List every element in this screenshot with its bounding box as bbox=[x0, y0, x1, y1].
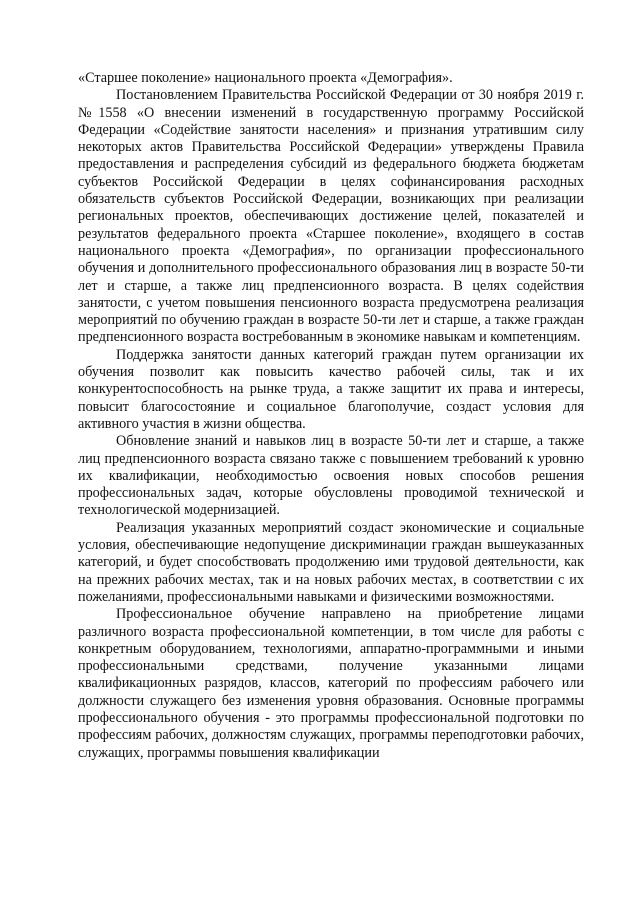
document-page bbox=[78, 70, 584, 762]
paragraph-employment-support: Поддержка занятости данных категорий граждан путем организации их обучения позволит как повысить качество рабочей силы, так и их конкурентоспособность на рынке труда, а также защитит их права и интересы, повысит благосостояние и социальное благополучие, создаст условия для активного участия в жизни общества. bbox=[78, 346, 584, 432]
paragraph-decree: Постановлением Правительства Российской Федерации от 30 ноября 2019 г. №1558 «О внесении изменений в государственную программу Российской Федерации «Содействие занятости населения» и признания утратившим силу некоторых актов Правительства Российской Федерации» утверждены Правила предоставления и распределения субсидий из федерального бюджета бюджетам субъектов Российской Федерации в целях софинансирования расходных обязательств субъектов Российской Федерации, возникающих при реализации региональных проектов, обеспечивающих достижение целей, показателей и результатов федерального проекта «Старшее поколение», входящего в состав национального проекта «Демография», по организации профессионального обучения и дополнительного профессионального образования лиц в возрасте 50-ти лет и старше, а также лиц предпенсионного возраста. В целях содействия занятости, с учетом повышения пенсионного возраста предусмотрена реализация мероприятий по обучению граждан в возрасте 50-ти лет и старше, а также граждан предпенсионного возраста востребованным в экономике навыкам и компетенциям. bbox=[78, 87, 584, 346]
paragraph-continuation: «Старшее поколение» национального проекта «Демография». bbox=[78, 70, 453, 86]
paragraph-vocational-training: Профессиональное обучение направлено на приобретение лицами различного возраста профессиональной компетенции, в том числе для работы с конкретным оборудованием, технологиями, аппаратно-программными и иными профессиональными средствами, получение указанными лицами квалификационных разрядов, классов, категорий по профессиям рабочего или должности служащего без изменения уровня образования. Основные программы профессионального обучения - это программы профессиональной подготовки по профессиям рабочих, должностям служащих, программы переподготовки рабочих, служащих, программы повышения квалификации bbox=[78, 606, 584, 761]
paragraph-implementation: Реализация указанных мероприятий создаст экономические и социальные условия, обеспечивающие недопущение дискриминации граждан вышеуказанных категорий, и будет способствовать продолжению ими трудовой деятельности, как на прежних рабочих местах, так и на новых рабочих местах, в соответствии с их пожеланиями, профессиональными навыками и физическими возможностями. bbox=[78, 519, 584, 605]
paragraph-skills-update: Обновление знаний и навыков лиц в возрасте 50-ти лет и старше, а также лиц предпенсионного возраста связано также с повышением требований к уровню их квалификации, необходимостью освоения новых способов решения профессиональных задач, которые обусловлены проводимой технической и технологической модернизацией. bbox=[78, 433, 584, 519]
